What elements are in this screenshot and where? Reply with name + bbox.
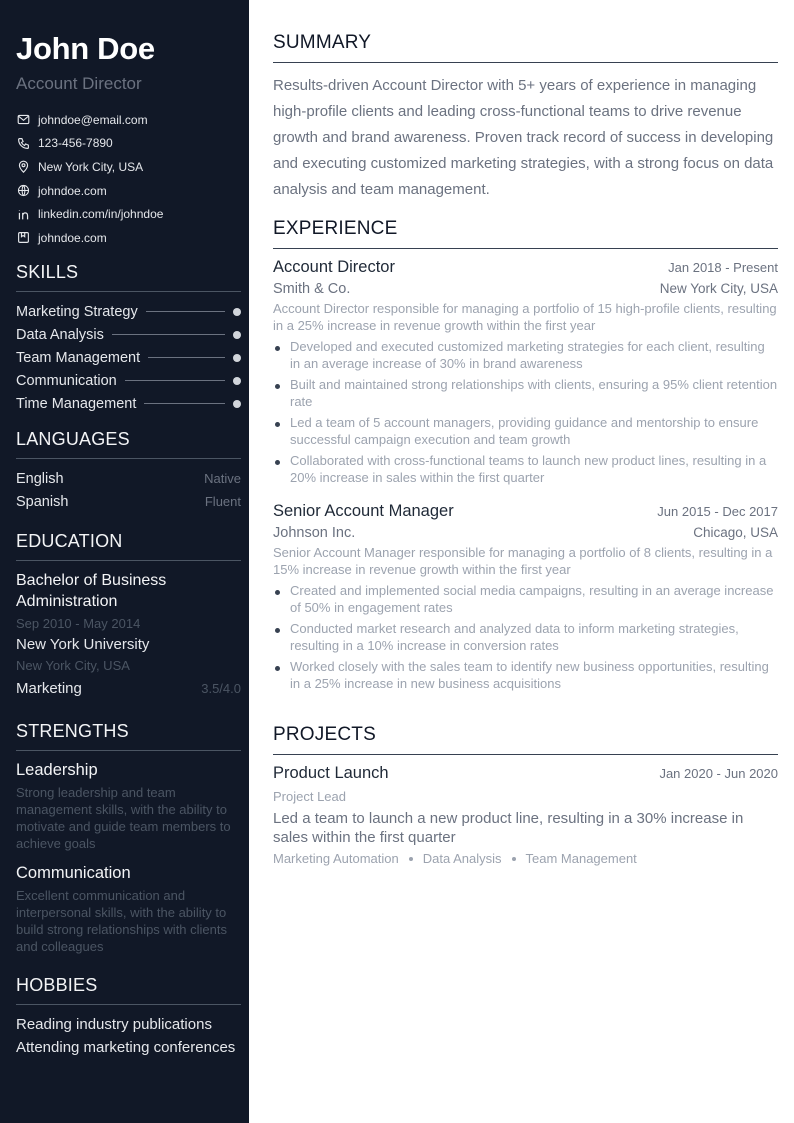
- skill-line: [125, 380, 225, 381]
- contact-email[interactable]: [16, 108, 241, 132]
- contact-website[interactable]: [16, 179, 241, 203]
- strength-title: Communication: [16, 864, 131, 882]
- contact-text: johndoe.com: [38, 183, 107, 198]
- project-tag: Data Analysis: [422, 851, 502, 866]
- edu-location: New York City, USA: [16, 658, 130, 673]
- project-tag: Marketing Automation: [273, 851, 399, 866]
- edu-dates: Sep 2010 - May 2014: [16, 616, 141, 631]
- language-name: English: [16, 470, 64, 487]
- tag-separator: [512, 857, 516, 861]
- job-company: Smith & Co.: [273, 281, 351, 297]
- job-entry: [273, 258, 778, 486]
- job-bullet: Collaborated with cross-functional teams to launch new product lines, resulting in a 20% increase in sales within the first quarter: [273, 452, 778, 486]
- skills-section: [16, 262, 241, 415]
- edu-major: Marketing: [16, 680, 82, 697]
- job-date: Jan 2018 - Present: [668, 260, 778, 275]
- skill-label: Time Management: [16, 395, 137, 412]
- skill-dot: [233, 377, 241, 385]
- summary-section: [273, 32, 778, 203]
- hobbies-heading: HOBBIES: [16, 975, 241, 1005]
- job-bullets: [273, 582, 778, 692]
- skill-item: [16, 392, 241, 415]
- job-bullet: Conducted market research and analyzed data to inform marketing strategies, resulting in a 10% increase in conversion rates: [273, 620, 778, 654]
- hobby-item: Attending marketing conferences: [16, 1039, 236, 1056]
- skill-dot: [233, 331, 241, 339]
- job-location: New York City, USA: [659, 281, 778, 296]
- linkedin-icon: [16, 207, 30, 221]
- contact-linkedin[interactable]: [16, 202, 241, 226]
- phone-icon: [16, 136, 30, 150]
- job-bullet: Created and implemented social media campaigns, resulting in an average increase of 50% in engagement rates: [273, 582, 778, 616]
- contact-text: 123-456-7890: [38, 136, 113, 151]
- contact-text: johndoe@email.com: [38, 112, 148, 127]
- language-level: Native: [204, 471, 241, 486]
- job-bullet: Worked closely with the sales team to identify new business opportunities, resulting in a 25% increase in new business acquisitions: [273, 658, 778, 692]
- skill-dot: [233, 354, 241, 362]
- skill-label: Communication: [16, 372, 117, 389]
- strength-desc: Excellent communication and interpersonal skills, with the ability to build strong relationships with clients and colleagues: [16, 888, 227, 954]
- skill-line: [112, 334, 225, 335]
- language-name: Spanish: [16, 493, 69, 510]
- edu-school: New York University: [16, 636, 150, 653]
- job-desc: Senior Account Manager responsible for managing a portfolio of 8 clients, resulting in a 15% increase in revenue growth within the first year: [273, 545, 773, 577]
- skill-dot: [233, 400, 241, 408]
- job-desc: Account Director responsible for managing a portfolio of 15 high-profile clients, resulting in a 25% increase in revenue growth within the first year: [273, 301, 777, 333]
- project-date: Jan 2020 - Jun 2020: [659, 766, 778, 781]
- contact-text: New York City, USA: [38, 159, 144, 174]
- skills-heading: SKILLS: [16, 262, 241, 292]
- skill-item: [16, 369, 241, 392]
- skill-label: Data Analysis: [16, 326, 104, 343]
- strengths-heading: STRENGTHS: [16, 721, 241, 751]
- skill-item: [16, 346, 241, 369]
- job-company: Johnson Inc.: [273, 525, 356, 541]
- skill-label: Team Management: [16, 349, 141, 366]
- strength-desc: Strong leadership and team management skills, with the ability to motivate and guide team members to achieve goals: [16, 785, 231, 851]
- experience-section: [273, 218, 778, 692]
- project-title: Product Launch: [273, 764, 389, 782]
- edu-degree: Bachelor of Business Administration: [16, 572, 167, 610]
- job-date: Jun 2015 - Dec 2017: [657, 504, 778, 519]
- mail-icon: [16, 113, 30, 127]
- location-pin-icon: [16, 160, 30, 174]
- hobby-item: Reading industry publications: [16, 1016, 212, 1033]
- project-role: Project Lead: [273, 789, 346, 804]
- contact-text: linkedin.com/in/johndoe: [38, 207, 164, 222]
- language-item: [16, 490, 241, 513]
- skill-item: [16, 300, 241, 323]
- language-level: Fluent: [204, 494, 241, 509]
- projects-section: [273, 724, 778, 866]
- job-bullets: [273, 338, 778, 486]
- languages-section: [16, 429, 241, 513]
- skill-line: [148, 357, 225, 358]
- hobbies-section: [16, 975, 241, 1057]
- job-bullet: Led a team of 5 account managers, providing guidance and mentorship to ensure successful campaign execution and team growth: [273, 414, 778, 448]
- globe-icon: [16, 184, 30, 198]
- bookmark-icon: [16, 231, 30, 245]
- edu-gpa: 3.5/4.0: [201, 681, 241, 696]
- skill-dot: [233, 308, 241, 316]
- project-tag: Team Management: [525, 851, 637, 866]
- contact-list: [16, 108, 241, 250]
- sidebar: [0, 0, 249, 1123]
- job-title: Account Director: [273, 258, 395, 276]
- job-title: Senior Account Manager: [273, 502, 454, 520]
- job-bullet: Developed and executed customized marketing strategies for each client, resulting in an average increase of 30% in brand awareness: [273, 338, 778, 372]
- experience-heading: EXPERIENCE: [273, 218, 778, 249]
- summary-text: Results-driven Account Director with 5+ years of experience in managing high-profile clients and leading cross-functional teams to drive revenue growth and brand awareness. Proven track record of success in developing and executing customized marketing strategies, with a strong focus on data analysis and team management.: [273, 77, 774, 198]
- language-item: [16, 467, 241, 490]
- project-tags: [273, 851, 778, 866]
- contact-text: johndoe.com: [38, 230, 107, 245]
- contact-location: [16, 155, 241, 179]
- skill-item: [16, 323, 241, 346]
- job-entry: [273, 502, 778, 692]
- strength-title: Leadership: [16, 761, 98, 779]
- project-entry: [273, 764, 778, 866]
- projects-heading: PROJECTS: [273, 724, 778, 755]
- languages-heading: LANGUAGES: [16, 429, 241, 459]
- project-desc: Led a team to launch a new product line, resulting in a 30% increase in sales within the first quarter: [273, 810, 744, 846]
- profile-title: Account Director: [16, 74, 142, 93]
- job-location: Chicago, USA: [693, 525, 778, 540]
- education-heading: EDUCATION: [16, 531, 241, 561]
- contact-phone[interactable]: [16, 132, 241, 156]
- job-bullet: Built and maintained strong relationships with clients, ensuring a 95% client retention rate: [273, 376, 778, 410]
- summary-heading: SUMMARY: [273, 32, 778, 63]
- education-section: [16, 531, 241, 697]
- skill-label: Marketing Strategy: [16, 303, 138, 320]
- contact-portfolio[interactable]: [16, 226, 241, 250]
- skill-line: [146, 311, 225, 312]
- skill-line: [144, 403, 225, 404]
- profile-name: John Doe: [16, 31, 155, 66]
- tag-separator: [409, 857, 413, 861]
- edu-major-row: [16, 680, 241, 697]
- strengths-section: [16, 721, 241, 955]
